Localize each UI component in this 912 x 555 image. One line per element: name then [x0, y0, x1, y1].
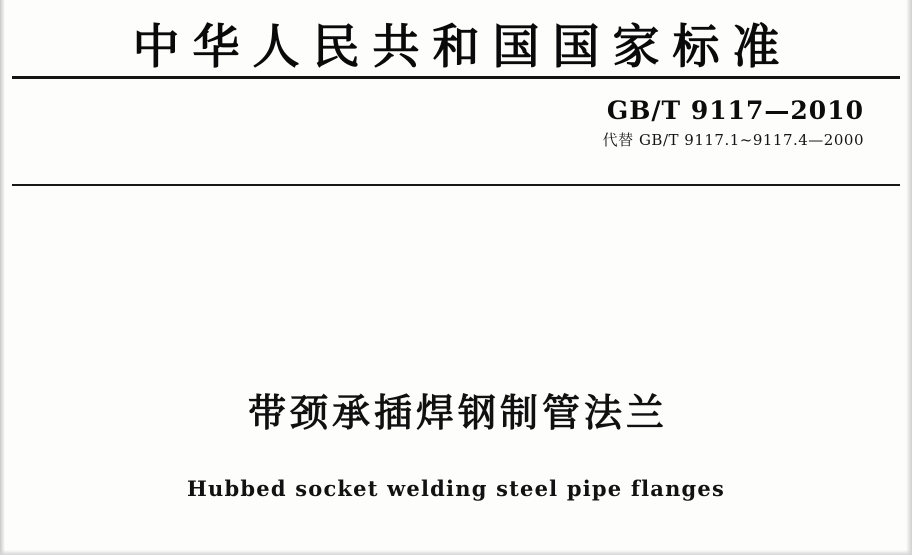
scan-edge-left [0, 0, 5, 555]
scan-edge-bottom [0, 550, 912, 555]
document-title-english: Hubbed socket welding steel pipe flanges [186, 476, 725, 501]
scan-edge-right [906, 0, 912, 555]
standard-number: GB/T 9117—2010 [606, 96, 864, 125]
document-title-chinese: 带颈承插焊钢制管法兰 [247, 391, 668, 435]
header-divider-rule [12, 76, 900, 79]
secondary-divider-rule [12, 184, 900, 186]
national-standard-banner-title: 中华人民共和国国家标准 [132, 20, 793, 75]
standard-replaces-note: 代替 GB/T 9117.1~9117.4—2000 [602, 131, 864, 149]
